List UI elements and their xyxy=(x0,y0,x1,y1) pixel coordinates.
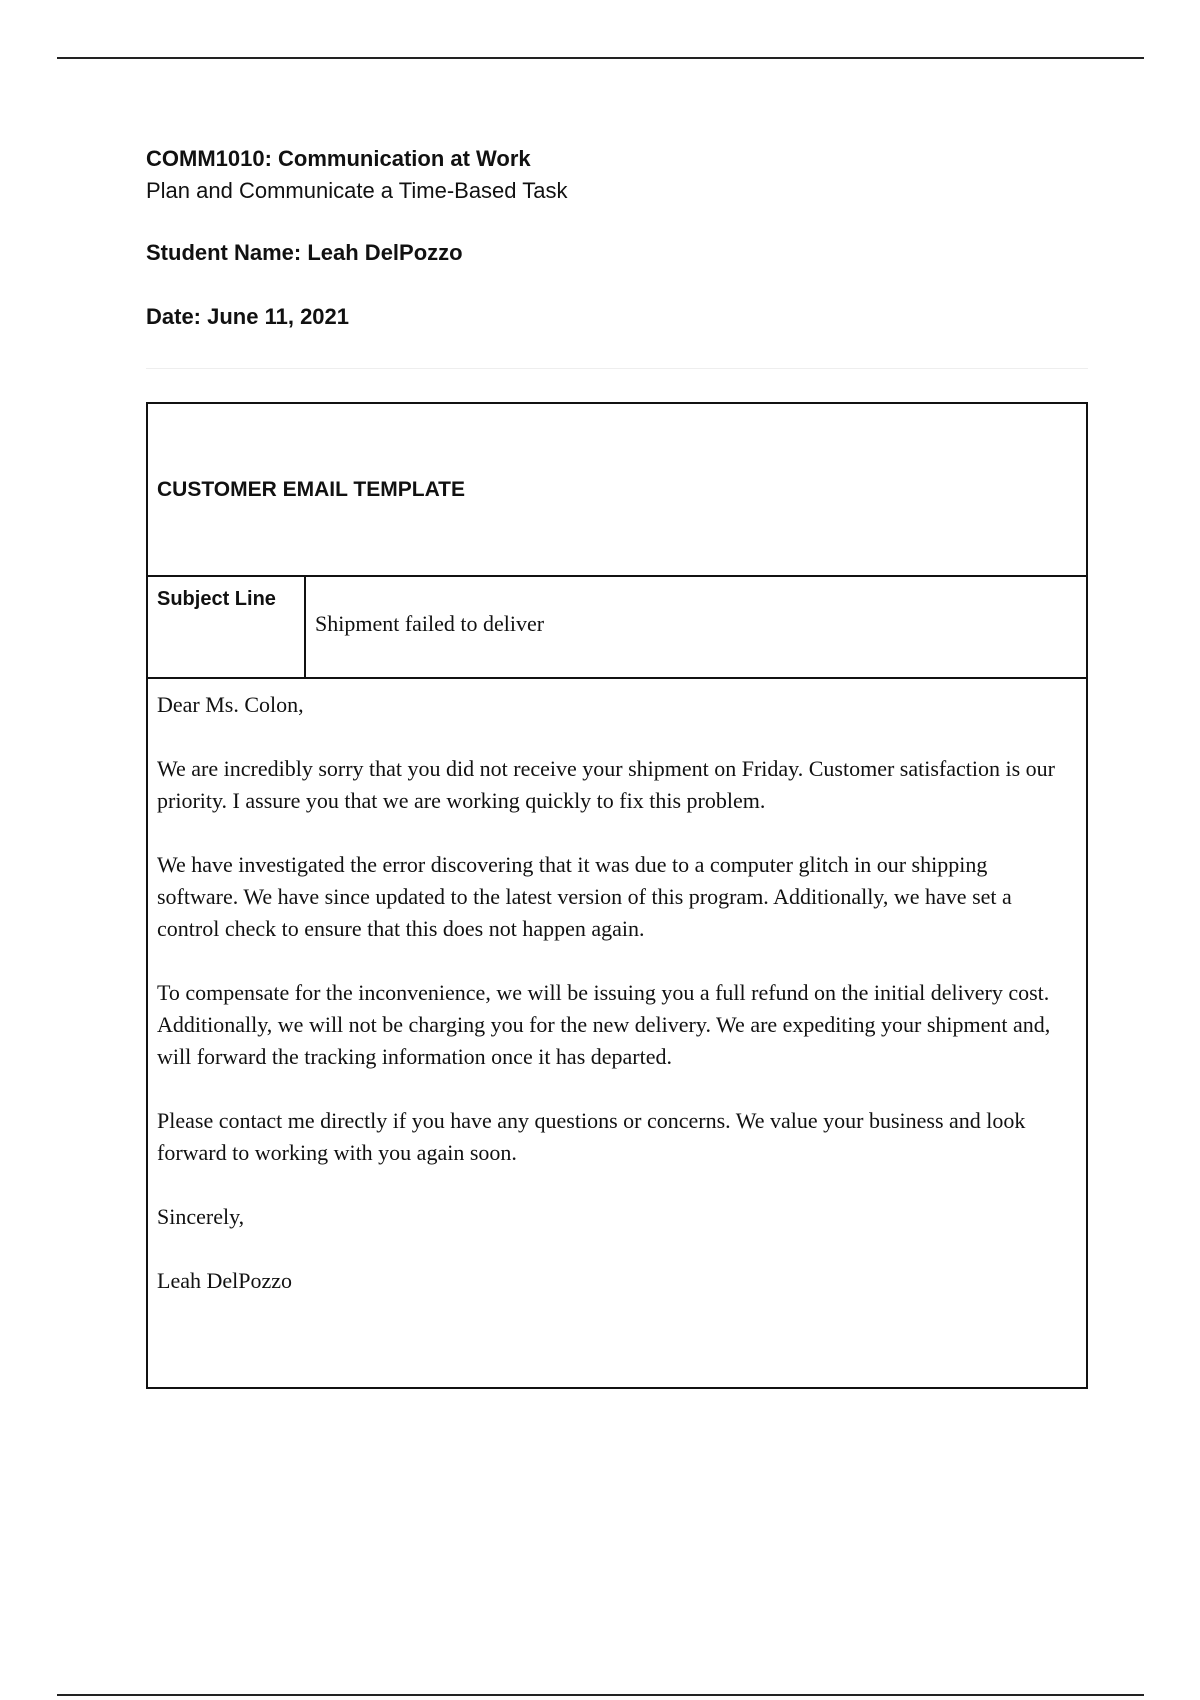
email-paragraph: We are incredibly sorry that you did not receive your shipment on Friday. Customer satisfaction is our priority. I assure you that we are working quickly to fix this problem. xyxy=(157,756,1055,813)
email-paragraph: We have investigated the error discovering that it was due to a computer glitch in our shipping software. We have since updated to the latest version of this program. Additionally, we have set a control check to ensure that this does not happen again. xyxy=(157,852,1012,941)
email-greeting: Dear Ms. Colon, xyxy=(157,692,304,717)
template-title: CUSTOMER EMAIL TEMPLATE xyxy=(157,477,466,501)
document-header xyxy=(146,143,1086,333)
section-divider xyxy=(146,368,1088,369)
email-paragraph: To compensate for the inconvenience, we will be issuing you a full refund on the initial delivery cost. Additionally, we will not be charging you for the new delivery. We are expediting your shipment and, will forward the tracking information once it has departed. xyxy=(157,980,1051,1069)
subject-row xyxy=(148,577,1086,679)
subject-value: Shipment failed to deliver xyxy=(315,611,545,636)
date-line: Date: June 11, 2021 xyxy=(146,304,350,329)
email-signature: Leah DelPozzo xyxy=(157,1268,292,1293)
customer-email-template xyxy=(146,402,1088,1389)
email-closing: Sincerely, xyxy=(157,1204,245,1229)
bottom-rule xyxy=(57,1694,1144,1696)
subject-label: Subject Line xyxy=(157,588,276,610)
top-rule xyxy=(57,57,1144,59)
subject-label-cell xyxy=(148,577,306,677)
course-title: COMM1010: Communication at Work xyxy=(146,146,531,171)
template-title-row xyxy=(148,404,1086,577)
task-title: Plan and Communicate a Time-Based Task xyxy=(146,178,568,203)
subject-value-cell xyxy=(306,577,1086,677)
email-paragraph: Please contact me directly if you have any questions or concerns. We value your business and look forward to working with you again soon. xyxy=(157,1108,1026,1165)
student-name: Student Name: Leah DelPozzo xyxy=(146,240,463,265)
email-body xyxy=(148,679,1086,1297)
